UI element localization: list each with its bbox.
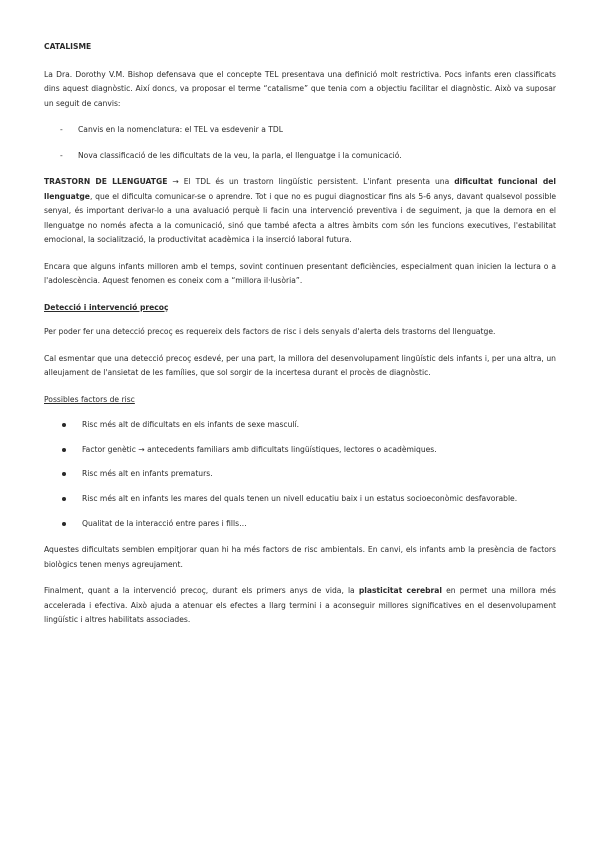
detection-paragraph-1: Per poder fer una detecció precoç es requereix dels factors de risc i dels senyals d'alerta dels trastorns del llenguatge.: [44, 327, 496, 336]
list-item: - Canvis en la nomenclatura: el TEL va esdevenir a TDL: [44, 123, 556, 138]
final-text-b: en permet una millora més accelerada i efectiva. Això ajuda a atenuar els efectes a llarg termini i a aconseguir millores significatives en el desenvolupament lingüístic i altres habilitats associades.: [44, 586, 556, 625]
risk-factors-list: [44, 418, 556, 531]
final-bold-term: plasticitat cerebral: [358, 586, 443, 596]
tdl-text-b: , que el dificulta comunicar-se o aprendre. Tot i que no es pugui diagnosticar fins als 5-6 anys, davant qualsevol possible senyal, és important derivar-lo a una avaluació perquè li facin una intervenció preventiva i de seguiment, ja que la demora en el llenguatge no només afecta a la comunicació, sinó que també afecta a altres àmbits com són les funcions executives, l'estabilitat emocional, la socialització, la productivitat acadèmica i la inserció laboral futura.: [44, 191, 556, 244]
final-text-a: Finalment, quant a la intervenció precoç, durant els primers anys de vida, la: [44, 586, 359, 596]
list-item: - Nova classificació de les dificultats de la veu, la parla, el llenguatge i la comunicació.: [44, 149, 556, 164]
illusory-improvement-paragraph: Encara que alguns infants milloren amb el temps, sovint continuen presentant deficiències, especialment quan inicien la lectura o a l'adolescència. Aquest fenomen es coneix com a “millora il·lusòria”.: [44, 261, 556, 285]
section-heading-detection: Detecció i intervenció precoç: [44, 302, 169, 312]
detection-paragraph-2: Cal esmentar que una detecció precoç esdevé, per una part, la millora del desenvolupament lingüístic dels infants i, per una altra, un alleujament de l'ansietat de les famílies, que sol sorgir de la incertesa durant el procès de diagnòstic.: [44, 353, 556, 377]
list-item: Factor genètic → antecedents familiars amb dificultats lingüístiques, lectores o acadèmiques.: [44, 443, 556, 458]
tdl-paragraph: [44, 175, 556, 248]
risk-summary-paragraph: Aquestes dificultats semblen empitjorar quan hi ha més factors de risc ambientals. En canvi, els infants amb la presència de factors biològics tenen menys agreujament.: [44, 545, 556, 569]
document-title: CATALISME: [44, 42, 92, 51]
tdl-bold-term: dificultat funcional del llenguatge: [44, 177, 557, 201]
tdl-label: TRASTORN DE LLENGUATGE: [44, 177, 168, 186]
intro-paragraph: La Dra. Dorothy V.M. Bishop defensava que el concepte TEL presentava una definició molt restrictiva. Pocs infants eren classificats dins aquest diagnòstic. Així doncs, va proposar el terme “catalisme” que tenia com a objectiu facilitar el diagnòstic. Això va suposar un seguit de canvis:: [44, 69, 556, 108]
list-item: Risc més alt en infants prematurs.: [44, 467, 556, 482]
final-paragraph: [44, 584, 556, 628]
changes-list: [44, 123, 556, 163]
tdl-text-a: → El TDL és un trastorn lingüístic persistent. L'infant presenta una: [167, 177, 455, 186]
risk-factors-heading: Possibles factors de risc: [44, 394, 135, 404]
list-item: Qualitat de la interacció entre pares i fills…: [44, 517, 556, 532]
list-item: Risc més alt de dificultats en els infants de sexe masculí.: [44, 418, 556, 433]
list-item: Risc més alt en infants les mares del quals tenen un nivell educatiu baix i un estatus socioeconòmic desfavorable.: [44, 492, 556, 507]
